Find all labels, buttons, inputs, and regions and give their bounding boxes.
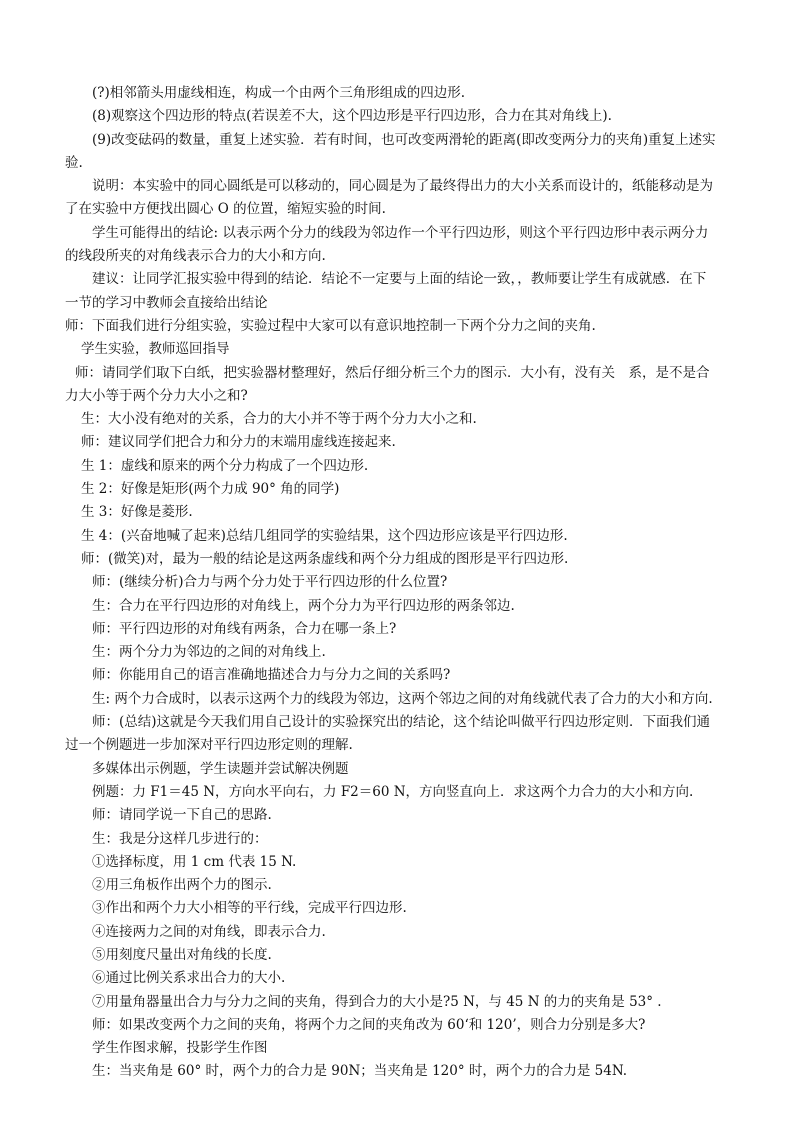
paragraph-line: 生：我是分这样几步进行的： — [92, 830, 268, 847]
paragraph-line: ③作出和两个力大小相等的平行线，完成平行四边形. — [92, 900, 407, 917]
paragraph-line: ②用三角板作出两个力的图示. — [92, 877, 272, 894]
paragraph-line: 生: 两个力合成时，以表示这两个力的线段为邻边，这两个邻边之间的对角线就代表了合力的大小和方向. — [92, 690, 713, 707]
paragraph-line: 师：(继续分析)合力与两个分力处于平行四边形的什么位置? — [92, 574, 448, 591]
paragraph-line: 师：请同学说一下自己的思路. — [92, 807, 272, 824]
paragraph-line: 师：建议同学们把合力和分力的末端用虚线连接起来. — [81, 434, 396, 451]
paragraph-line: 力大小等于两个分力大小之和? — [65, 387, 248, 404]
paragraph-line: (9)改变砝码的数量，重复上述实验．若有时间，也可改变两滑轮的距离(即改变两分力的夹角)重复上述实 — [92, 131, 716, 148]
paragraph-line: ④连接两力之间的对角线，即表示合力. — [92, 923, 326, 940]
paragraph-line: 师：平行四边形的对角线有两条，合力在哪一条上? — [92, 620, 397, 637]
paragraph-line: (?)相邻箭头用虚线相连，构成一个由两个三角形组成的四边形. — [92, 85, 466, 101]
paragraph-line: 生 3：好像是菱形. — [81, 504, 193, 521]
paragraph-line: 多媒体出示例题，学生读题并尝试解决例题 — [92, 760, 349, 777]
paragraph-line: 生 2：好像是矩形(两个力成 90° 角的同学) — [81, 481, 340, 498]
paragraph-line: ①选择标度，用 1 cm 代表 15 N. — [92, 853, 297, 870]
paragraph-line: 说明：本实验中的同心圆纸是可以移动的，同心圆是为了最终得出力的大小关系而设计的，纸能移动是为 — [92, 178, 713, 195]
paragraph-line: ⑥通过比例关系求出合力的大小. — [92, 970, 286, 987]
paragraph-line: 学生作图求解，投影学生作图 — [92, 1040, 268, 1057]
paragraph-line: 师：请同学们取下白纸，把实验器材整理好，然后仔细分析三个力的图示．大小有，没有关 系，是不是合 — [75, 364, 710, 381]
paragraph-line: 例题：力 F1＝45 N，方向水平向右，力 F2＝60 N，方向竖直向上．求这两个力合力的大小和方向. — [92, 783, 694, 800]
paragraph-line: 生：合力在平行四边形的对角线上，两个分力为平行四边形的两条邻边. — [92, 597, 515, 614]
paragraph-line: 生：当夹角是 60° 时，两个力的合力是 90N；当夹角是 120° 时，两个力的合力是 54N. — [92, 1063, 628, 1080]
document-body — [0, 82, 800, 1084]
paragraph-line: 师：下面我们进行分组实验，实验过程中大家可以有意识地控制一下两个分力之间的夹角. — [65, 317, 596, 334]
paragraph-line: 验. — [65, 154, 83, 171]
paragraph-line: 生：大小没有绝对的关系，合力的大小并不等于两个分力大小之和. — [81, 411, 477, 428]
paragraph-line: 学生实验，教师巡回指导 — [81, 341, 230, 358]
paragraph-line: 一节的学习中教师会直接给出结论 — [65, 294, 268, 311]
paragraph-line: 师：(微笑)对，最为一般的结论是这两条虚线和两个分力组成的图形是平行四边形. — [81, 550, 569, 567]
paragraph-line: 师：你能用自己的语言准确地描述合力与分力之间的关系吗? — [92, 667, 451, 684]
paragraph-line: 生：两个分力为邻边的之间的对角线上. — [92, 644, 326, 661]
paragraph-line: ⑦用量角器量出合力与分力之间的夹角，得到合力的大小是?5 N，与 45 N 的力的夹角是 53° . — [92, 993, 662, 1010]
paragraph-line: (8)观察这个四边形的特点(若误差不大，这个四边形是平行四边形，合力在其对角线上). — [92, 108, 612, 125]
paragraph-line: 了在实验中方便找出圆心 O 的位置，缩短实验的时间. — [65, 201, 386, 218]
paragraph-line: 学生可能得出的结论: 以表示两个分力的线段为邻边作一个平行四边形，则这个平行四边形中表示两分力 — [92, 224, 709, 241]
paragraph-line: ⑤用刻度尺量出对角线的长度. — [92, 946, 272, 963]
paragraph-line: 生 1：虚线和原来的两个分力构成了一个四边形. — [81, 457, 369, 474]
paragraph-line: 建议：让同学汇报实验中得到的结论．结论不一定要与上面的结论一致，，教师要让学生有成就感．在下 — [92, 271, 707, 288]
paragraph-line: 生 4：(兴奋地喊了起来)总结几组同学的实验结果，这个四边形应该是平行四边形. — [81, 527, 568, 544]
paragraph-line: 过一个例题进一步加深对平行四边形定则的理解. — [65, 737, 353, 754]
paragraph-line: 师：(总结)这就是今天我们用自己设计的实验探究出的结论，这个结论叫做平行四边形定则．下面我们通 — [92, 714, 711, 731]
paragraph-line: 师：如果改变两个力之间的夹角，将两个力之间的夹角改为 60‘和 120’，则合力分别是多大? — [92, 1016, 646, 1033]
paragraph-line: 的线段所夹的对角线表示合力的大小和方向. — [65, 248, 326, 265]
